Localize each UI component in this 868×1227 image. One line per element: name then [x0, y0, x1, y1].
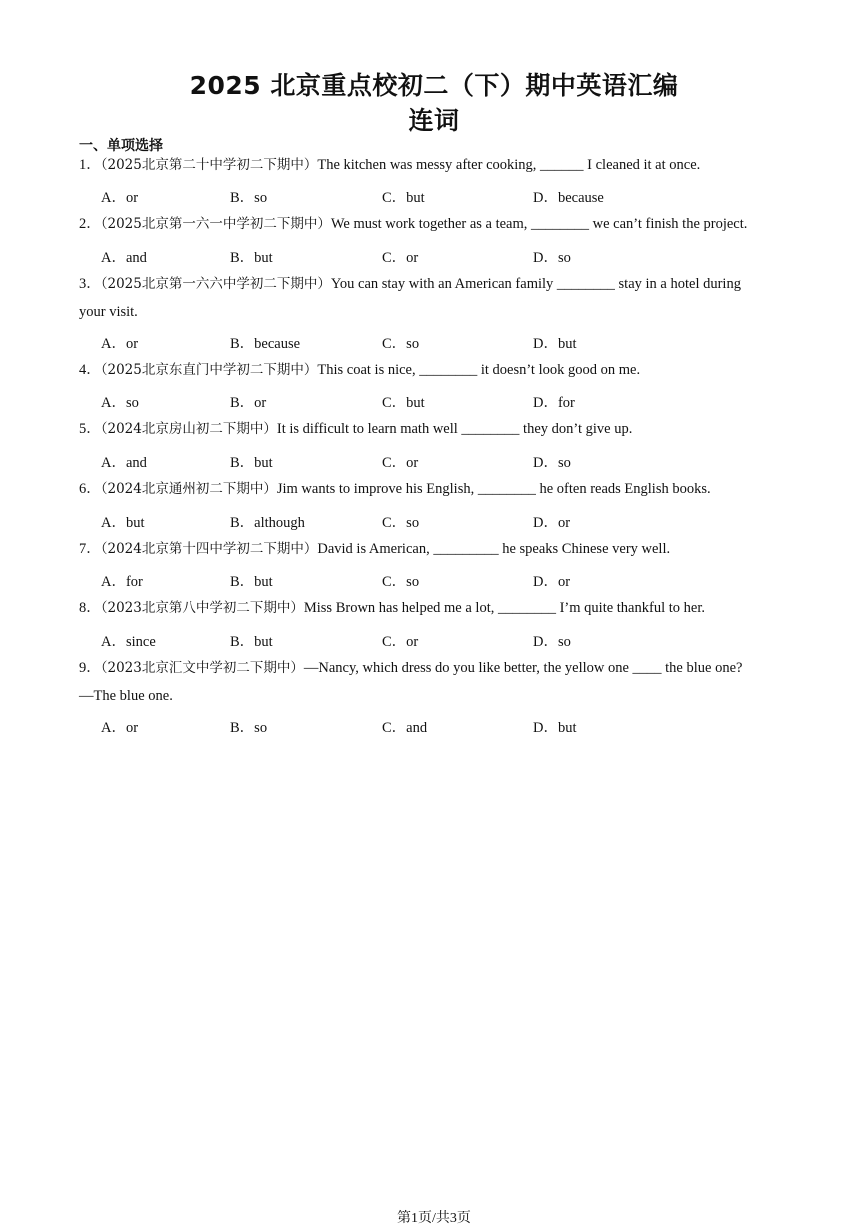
option-b[interactable]: B．but [230, 634, 273, 650]
question-number: 1． [79, 157, 101, 173]
option-b[interactable]: B．although [230, 515, 305, 531]
question-number: 3． [79, 276, 101, 292]
question-2 [79, 210, 795, 238]
option-c[interactable]: C．and [382, 720, 428, 736]
question-number: 6． [79, 481, 101, 497]
option-d[interactable]: D．because [533, 190, 604, 206]
question-4 [79, 356, 795, 384]
question-text-continuation: your visit. [79, 304, 138, 320]
question-9-options [101, 716, 801, 738]
question-source: （2024北京第十四中学初二下期中） [100, 541, 318, 557]
option-d[interactable]: D．so [533, 634, 571, 650]
option-a[interactable]: A．for [101, 574, 143, 590]
question-text: Jim wants to improve his English, ________ he often reads English books. [276, 481, 711, 497]
document-subtitle: 连词 [408, 106, 460, 135]
question-source: （2024北京通州初二下期中） [100, 481, 277, 497]
question-7 [79, 535, 795, 563]
question-text-continuation: —The blue one. [79, 688, 173, 704]
question-number: 9． [79, 660, 101, 676]
option-c[interactable]: C．but [382, 190, 425, 206]
question-text: This coat is nice, ________ it doesn’t look good on me. [317, 362, 641, 378]
question-number: 5． [79, 421, 101, 437]
question-source: （2025北京东直门中学初二下期中） [100, 362, 318, 378]
question-text: David is American, _________ he speaks Chinese very well. [317, 541, 671, 557]
section-heading: 一、单项选择 [79, 138, 163, 154]
option-d[interactable]: D．for [533, 395, 575, 411]
option-a[interactable]: A．since [101, 634, 156, 650]
question-source: （2025北京第二十中学初二下期中） [100, 157, 318, 173]
option-d[interactable]: D．so [533, 250, 571, 266]
option-b[interactable]: B．but [230, 574, 273, 590]
option-a[interactable]: A．or [101, 190, 139, 206]
option-c[interactable]: C．so [382, 515, 420, 531]
question-4-options [101, 391, 801, 413]
document-title: 2025 北京重点校初二（下）期中英语汇编 [189, 71, 679, 100]
question-number: 8． [79, 600, 101, 616]
question-5-options [101, 451, 801, 473]
question-1-options [101, 186, 801, 208]
option-c[interactable]: C．or [382, 455, 419, 471]
option-d[interactable]: D．or [533, 515, 571, 531]
option-a[interactable]: A．but [101, 515, 145, 531]
question-5 [79, 415, 795, 443]
question-source: （2023北京汇文中学初二下期中） [100, 660, 304, 676]
question-1 [79, 151, 795, 179]
question-source: （2023北京第八中学初二下期中） [100, 600, 304, 616]
question-source: （2024北京房山初二下期中） [100, 421, 277, 437]
question-3-options [101, 332, 801, 354]
option-c[interactable]: C．or [382, 250, 419, 266]
question-8 [79, 594, 795, 622]
question-3 [79, 270, 795, 326]
page-footer: 第1页/共3页 [397, 1211, 471, 1226]
option-d[interactable]: D．or [533, 574, 571, 590]
option-c[interactable]: C．so [382, 574, 420, 590]
option-d[interactable]: D．so [533, 455, 571, 471]
question-source: （2025北京第一六一中学初二下期中） [100, 216, 331, 232]
question-2-options [101, 246, 801, 268]
option-b[interactable]: B．but [230, 250, 273, 266]
question-7-options [101, 570, 801, 592]
option-a[interactable]: A．or [101, 720, 139, 736]
question-number: 2． [79, 216, 101, 232]
question-number: 4． [79, 362, 101, 378]
option-d[interactable]: D．but [533, 720, 577, 736]
question-text: You can stay with an American family ________ stay in a hotel during [330, 276, 741, 292]
question-8-options [101, 630, 801, 652]
option-b[interactable]: B．so [230, 720, 268, 736]
question-text: The kitchen was messy after cooking, ______ I cleaned it at once. [317, 157, 701, 173]
question-6-options [101, 511, 801, 533]
question-number: 7． [79, 541, 101, 557]
question-text: —Nancy, which dress do you like better, the yellow one ____ the blue one? [303, 660, 743, 676]
question-6 [79, 475, 795, 503]
option-b[interactable]: B．so [230, 190, 268, 206]
option-b[interactable]: B．or [230, 395, 267, 411]
question-text: We must work together as a team, ________ we can’t finish the project. [330, 216, 748, 232]
option-d[interactable]: D．but [533, 336, 577, 352]
option-c[interactable]: C．or [382, 634, 419, 650]
option-b[interactable]: B．because [230, 336, 301, 352]
question-source: （2025北京第一六六中学初二下期中） [100, 276, 331, 292]
question-text: It is difficult to learn math well ________ they don’t give up. [276, 421, 633, 437]
option-c[interactable]: C．but [382, 395, 425, 411]
option-a[interactable]: A．and [101, 250, 147, 266]
option-a[interactable]: A．and [101, 455, 147, 471]
option-c[interactable]: C．so [382, 336, 420, 352]
question-9 [79, 654, 795, 710]
question-text: Miss Brown has helped me a lot, ________ I’m quite thankful to her. [303, 600, 705, 616]
option-a[interactable]: A．so [101, 395, 139, 411]
option-a[interactable]: A．or [101, 336, 139, 352]
option-b[interactable]: B．but [230, 455, 273, 471]
